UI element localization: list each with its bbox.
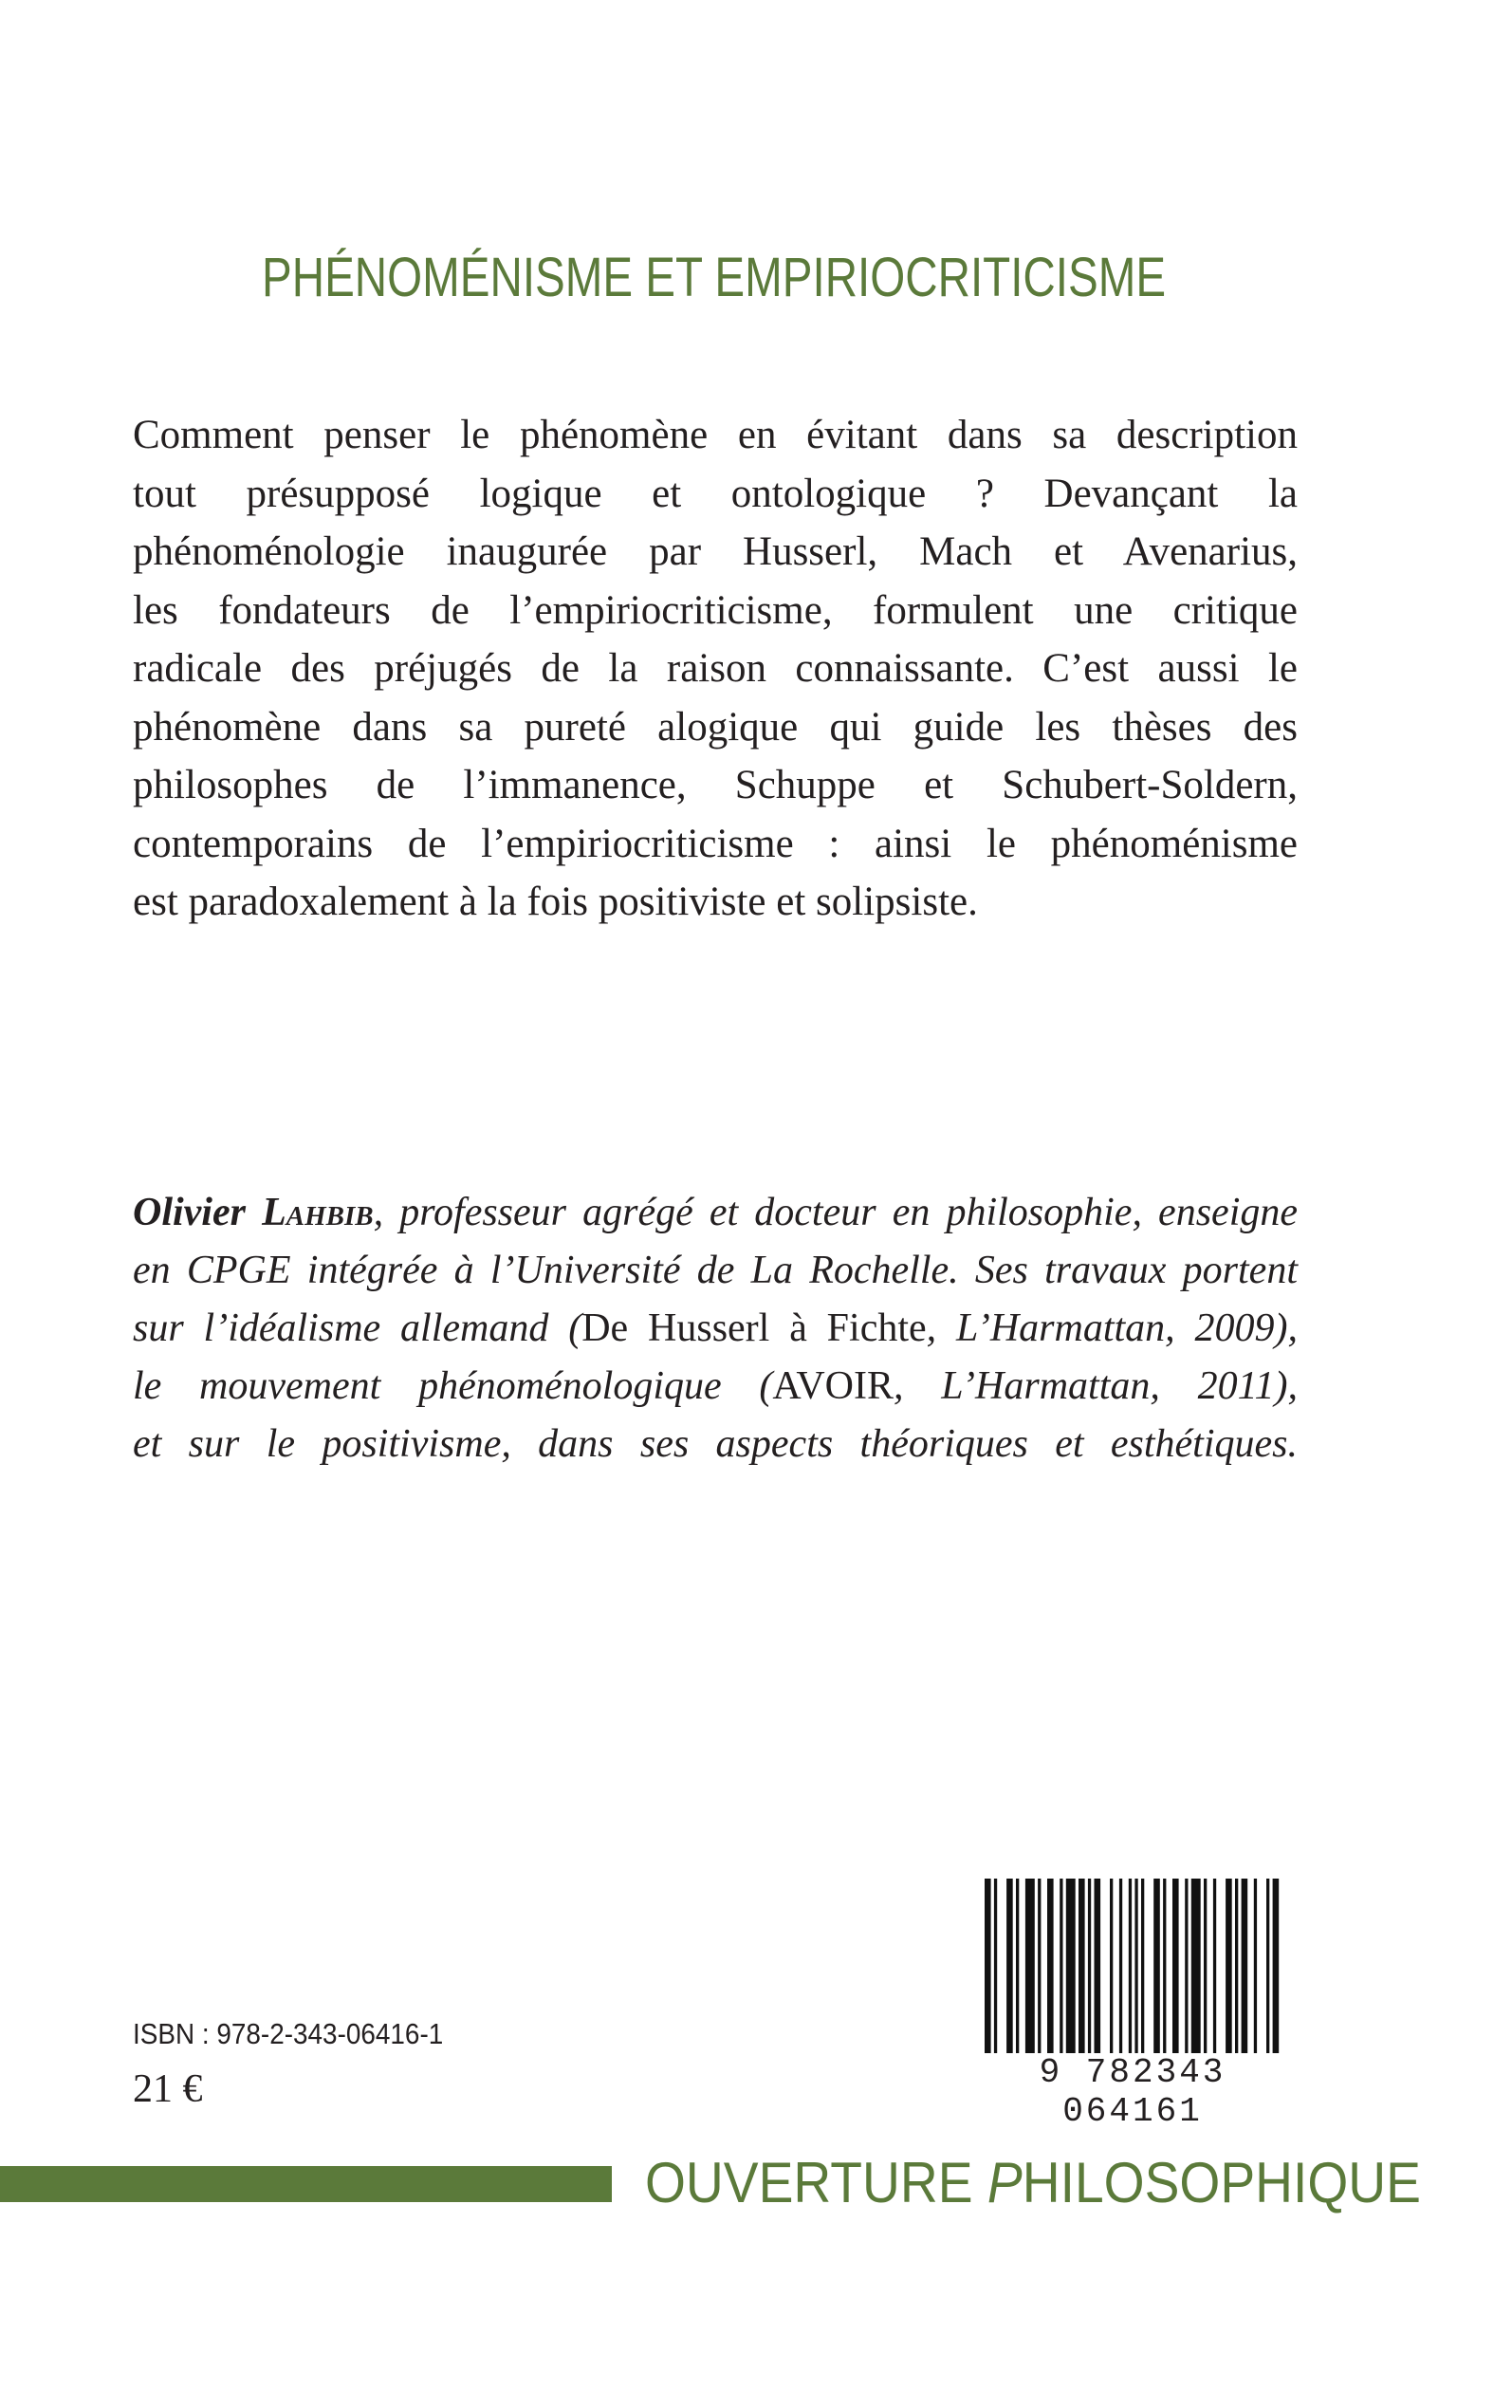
summary-line: phénomène dans sa pureté alogique qui guide les thèses des xyxy=(133,704,1298,750)
barcode-bar xyxy=(1088,1879,1091,2068)
book-reference: AVOIR xyxy=(772,1364,894,1408)
bio-text: sur l’idéalisme allemand ( xyxy=(133,1306,582,1350)
barcode-bar xyxy=(1119,1879,1122,2068)
barcode-bar xyxy=(1185,1879,1188,2068)
collection-bar xyxy=(0,2166,612,2202)
collection-text-italic: P xyxy=(986,2151,1023,2214)
barcode-bar xyxy=(1242,1879,1248,2068)
barcode-bar xyxy=(1191,1879,1201,2068)
barcode-bar xyxy=(1254,1879,1257,2068)
book-reference: De Husserl à Fichte xyxy=(581,1306,927,1350)
author-first-name: Olivier xyxy=(133,1191,246,1234)
summary-line: philosophes de l’immanence, Schuppe et Schubert-Soldern, xyxy=(133,763,1298,807)
bio-text: le mouvement phénoménologique ( xyxy=(133,1364,773,1408)
barcode xyxy=(962,1879,1303,2131)
barcode-bar xyxy=(1038,1879,1041,2068)
barcode-bars xyxy=(979,1879,1286,2068)
barcode-bar xyxy=(1047,1879,1054,2068)
barcode-bar xyxy=(1172,1879,1179,2068)
bio-line xyxy=(133,1300,1298,1358)
barcode-bar xyxy=(1066,1879,1076,2068)
barcode-bar xyxy=(985,1879,991,2068)
barcode-bar xyxy=(1079,1879,1085,2068)
author-bio xyxy=(133,1184,1298,1473)
summary-line: Comment penser le phénomène en évitant dans sa description xyxy=(133,413,1298,457)
barcode-bar xyxy=(1095,1879,1101,2068)
barcode-bar xyxy=(1134,1879,1137,2068)
barcode-bar xyxy=(994,1879,997,2068)
price-label: 21 € xyxy=(133,2067,203,2111)
barcode-bar xyxy=(1204,1879,1207,2068)
book-title: PHÉNOMÉNISME ET EMPIRIOCRITICISME xyxy=(262,247,1167,308)
collection-text: OUVERTURE xyxy=(645,2151,987,2214)
bio-line xyxy=(133,1358,1298,1416)
barcode-bar xyxy=(1016,1879,1019,2068)
barcode-bar xyxy=(1060,1879,1062,2068)
bio-text: , L’Harmattan, 2009), xyxy=(926,1306,1298,1350)
summary-line: contemporains de l’empiriocriticisme : ainsi le phénoménisme xyxy=(133,821,1298,866)
barcode-bar xyxy=(1266,1879,1269,2068)
barcode-bar xyxy=(1273,1879,1280,2068)
barcode-bar xyxy=(1163,1879,1166,2068)
bio-text: , L’Harmattan, 2011), xyxy=(894,1364,1298,1408)
summary-line: tout présupposé logique et ontologique ? Devançant la xyxy=(133,471,1298,516)
barcode-bar xyxy=(1025,1879,1035,2068)
barcode-bar xyxy=(1226,1879,1232,2068)
bio-line xyxy=(133,1184,1298,1242)
collection-name xyxy=(645,2151,1421,2214)
summary-line: est paradoxalement à la fois positiviste et solipsiste. xyxy=(133,880,978,924)
author-last-name: Lahbib xyxy=(262,1191,374,1234)
isbn-label: ISBN : 978-2-343-06416-1 xyxy=(133,2017,444,2050)
bio-line: et sur le positivisme, dans ses aspects théoriques et esthétiques. xyxy=(133,1422,1298,1466)
barcode-bar xyxy=(1129,1879,1132,2068)
back-cover-summary xyxy=(133,406,1298,932)
barcode-digits: 9 782343 064161 xyxy=(962,2053,1303,2131)
barcode-bar xyxy=(1141,1879,1144,2068)
barcode-bar xyxy=(1235,1879,1238,2068)
barcode-bar xyxy=(1006,1879,1013,2068)
barcode-bar xyxy=(1213,1879,1216,2068)
barcode-bar xyxy=(1153,1879,1160,2068)
collection-text: HILOSOPHIQUE xyxy=(1022,2151,1421,2214)
barcode-bar xyxy=(1110,1879,1113,2068)
summary-line: phénoménologie inaugurée par Husserl, Mach et Avenarius, xyxy=(133,529,1298,574)
bio-line: en CPGE intégrée à l’Université de La Rochelle. Ses travaux portent xyxy=(133,1249,1298,1292)
bio-text: , professeur agrégé et docteur en philosophie, enseigne xyxy=(373,1191,1298,1234)
summary-line: les fondateurs de l’empiriocriticisme, formulent une critique xyxy=(133,587,1298,633)
summary-line: radicale des préjugés de la raison connaissante. C’est aussi le xyxy=(133,646,1298,691)
